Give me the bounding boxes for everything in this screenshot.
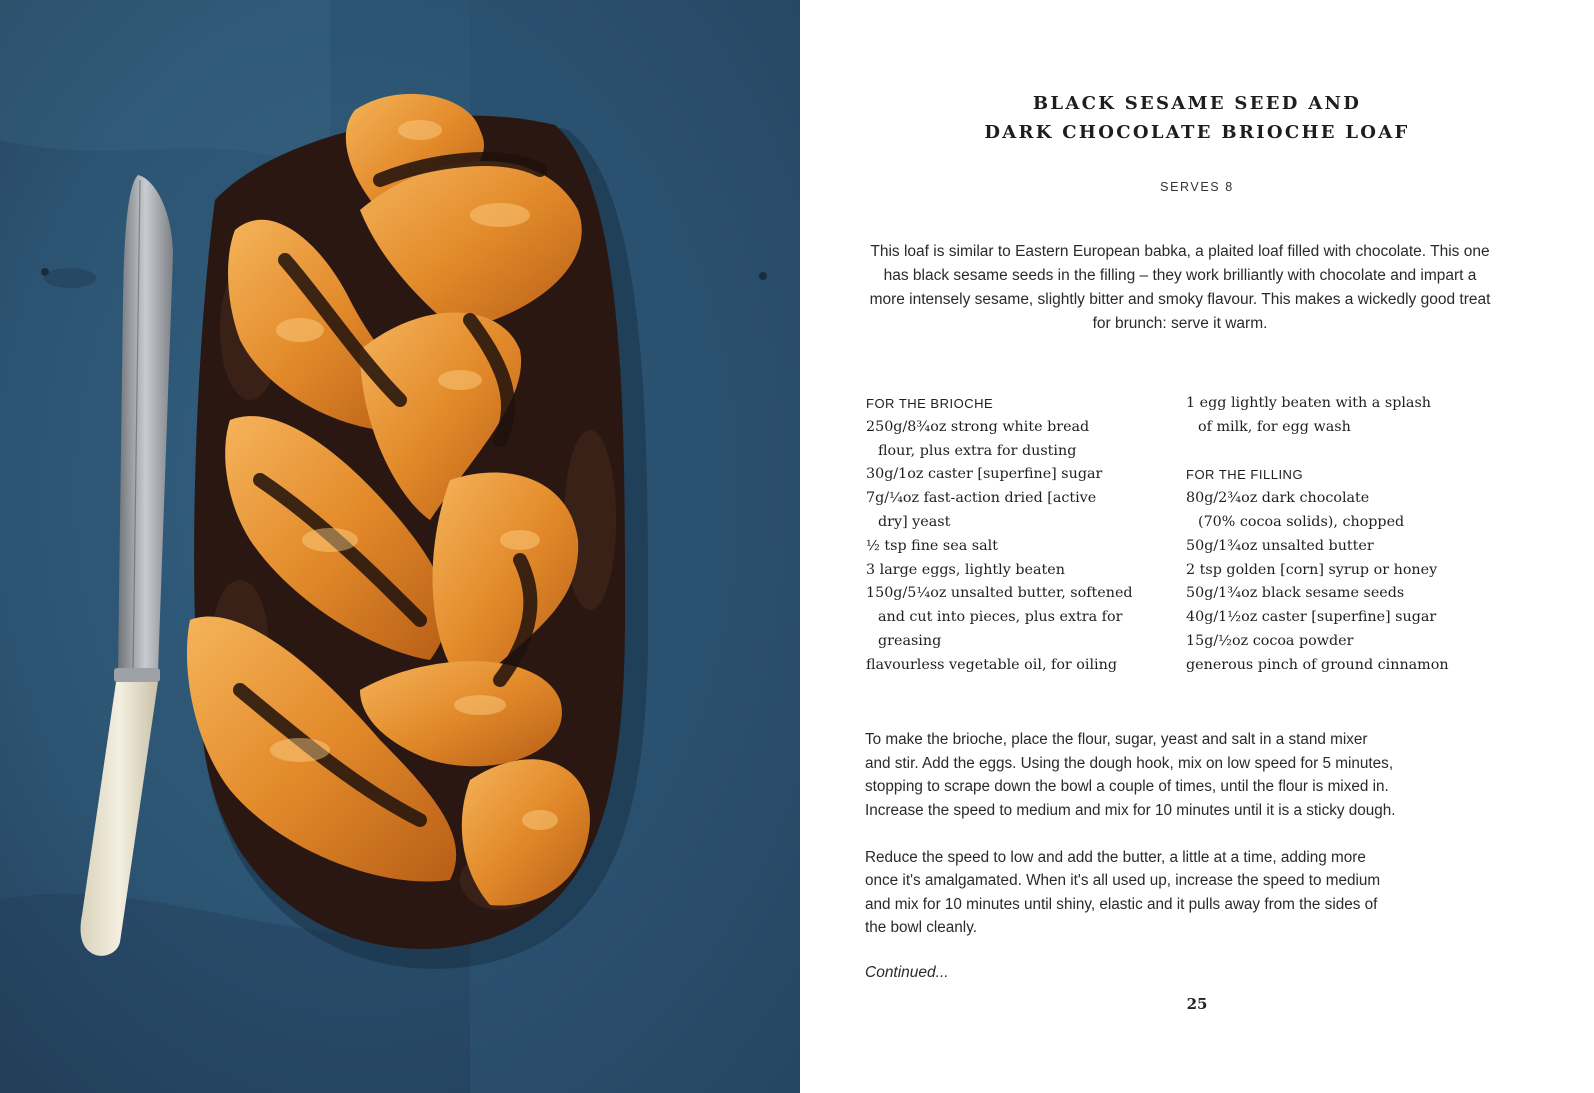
spacer	[1186, 440, 1486, 464]
recipe-intro: This loaf is similar to Eastern European babka, a plaited loaf filled with chocolate. This one has black sesame seeds in the filling – they work brilliantly with chocolate and impart a more intensely sesame, slightly bitter and smoky flavour. This makes a wickedly good treat for brunch: serve it warm.	[869, 243, 1491, 332]
ingredient-line: 2 tsp golden [corn] syrup or honey	[1186, 561, 1438, 578]
ingredient-line: and cut into pieces, plus extra for	[878, 609, 1123, 626]
recipe-page	[800, 0, 1594, 1093]
ingredient-line: 50g/1¾oz black sesame seeds	[1186, 585, 1405, 602]
filling-heading: FOR THE FILLING	[1186, 467, 1304, 483]
ingredient-line: 7g/¼oz fast-action dried [active	[866, 490, 1097, 507]
ingredient-line: greasing	[878, 632, 942, 649]
method-line: Reduce the speed to low and add the butter, a little at a time, adding more	[865, 848, 1366, 866]
ingredient-line: flavourless vegetable oil, for oiling	[866, 656, 1117, 673]
egg-wash-line: of milk, for egg wash	[1198, 418, 1351, 435]
method-paragraph-2	[865, 846, 1495, 940]
method-paragraph-1	[865, 728, 1495, 822]
ingredient-line: 80g/2¾oz dark chocolate	[1186, 490, 1370, 507]
brioche-heading: FOR THE BRIOCHE	[866, 396, 994, 411]
ingredient-line: 15g/½oz cocoa powder	[1186, 632, 1354, 649]
ingredient-line: 250g/8¾oz strong white bread	[866, 418, 1090, 435]
ingredient-line: 40g/1½oz caster [superfine] sugar	[1186, 609, 1437, 626]
ingredient-line: 150g/5¼oz unsalted butter, softened	[866, 585, 1133, 602]
ingredient-line: flour, plus extra for dusting	[878, 442, 1077, 459]
recipe-title-line-1: BLACK SESAME SEED AND	[1032, 93, 1362, 114]
method-line: Increase the speed to medium and mix for 10 minutes until it is a sticky dough.	[865, 801, 1396, 819]
method-line: and mix for 10 minutes until shiny, elastic and it pulls away from the sides of	[865, 895, 1378, 913]
recipe-title-line-2: DARK CHOCOLATE BRIOCHE LOAF	[984, 122, 1410, 143]
ingredient-line: 30g/1oz caster [superfine] sugar	[866, 466, 1103, 483]
method-line: stopping to scrape down the bowl a couple of times, until the flour is mixed in.	[865, 778, 1389, 795]
ingredient-line: (70% cocoa solids), chopped	[1198, 513, 1405, 530]
method-text	[865, 728, 1495, 963]
method-line: once it's amalgamated. When it's all used up, increase the speed to medium	[865, 872, 1381, 889]
brioche-ingredients	[866, 392, 1171, 678]
ingredient-line: generous pinch of ground cinnamon	[1186, 656, 1449, 673]
filling-ingredients	[1186, 392, 1486, 678]
method-line: and stir. Add the eggs. Using the dough hook, mix on low speed for 5 minutes,	[865, 754, 1394, 772]
method-line: the bowl cleanly.	[865, 919, 977, 936]
method-line: To make the brioche, place the flour, sugar, yeast and salt in a stand mixer	[865, 731, 1368, 748]
page-number: 25	[1186, 995, 1208, 1013]
egg-wash-line: 1 egg lightly beaten with a splash	[1186, 395, 1431, 411]
ingredient-line: dry] yeast	[878, 513, 951, 530]
serves-label: SERVES 8	[1160, 180, 1234, 194]
ingredient-line: 3 large eggs, lightly beaten	[866, 561, 1065, 578]
brioche-loaf	[187, 94, 648, 969]
continued-label: Continued...	[865, 964, 949, 981]
ingredient-line: 50g/1¾oz unsalted butter	[1186, 537, 1374, 554]
recipe-title	[800, 89, 1594, 147]
ingredient-line: ½ tsp fine sea salt	[866, 537, 998, 554]
